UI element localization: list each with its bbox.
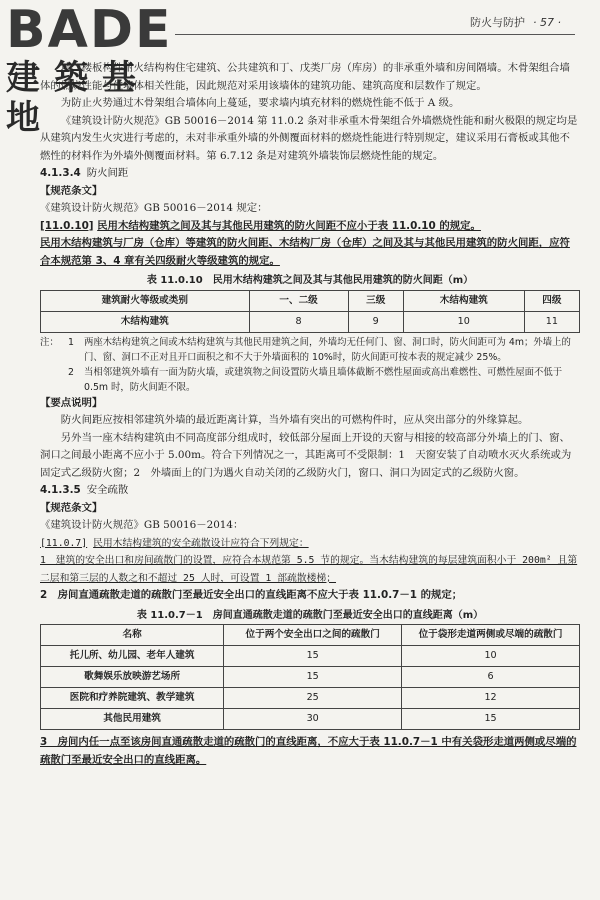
table-cell: 歌舞娱乐放映游艺场所	[41, 667, 224, 688]
table-cell: 医院和疗养院建筑、教学建筑	[41, 688, 224, 709]
code-source: 《建筑设计防火规范》GB 50016－2014 规定：	[40, 202, 268, 214]
table-row	[41, 688, 580, 709]
section-heading	[40, 482, 580, 500]
code-clause-label: 【规范条文】	[40, 501, 103, 514]
table-cell: 15	[224, 646, 402, 667]
table-caption: 表 11.0.7－1 房间直通疏散走道的疏散门至最近安全出口的直线距离（m）	[136, 609, 484, 621]
table-cell: 11	[524, 311, 579, 332]
table-note: 注： 1 两座木结构建筑之间或木结构建筑与其他民用建筑之间，外墙均无任何门、窗、洞口时，防火间距可为 4m；外墙上的门、窗、洞口不正对且开口面积之和不大于外墙面积的 10%时，防火间距可按本表的规定减少 25%。	[40, 335, 580, 365]
table-cell: 15	[224, 667, 402, 688]
table-caption: 表 11.0.10 民用木结构建筑之间及其与其他民用建筑的防火间距（m）	[146, 275, 474, 286]
clause-item: 1 建筑的安全出口和房间疏散门的设置，应符合本规范第 5.5 节的规定。当木结构建筑的每层建筑面积小于 200m² 且第二层和第三层的人数之和不超过 25 人时，可设置 1 部疏散楼梯；	[40, 555, 578, 584]
table-cell: 6	[402, 667, 580, 688]
table-cell: 木结构建筑	[41, 311, 250, 332]
table-cell: 10	[402, 646, 580, 667]
table-cell: 8	[249, 311, 348, 332]
clause-number: [11.0.7]	[40, 537, 88, 549]
evacuation-distance-table	[40, 624, 580, 730]
chapter-title: 防火与防护	[470, 16, 525, 29]
note-label: 注：	[40, 336, 59, 348]
running-header	[470, 14, 561, 30]
table-header-cell: 名称	[41, 625, 224, 646]
section-number: 4.1.3.5	[40, 484, 81, 496]
clause-item: 3 房间内任一点至该房间直通疏散走道的疏散门的直线距离，不应大于表 11.0.7－1 中有关袋形走道两侧或尽端的疏散门至最近安全出口的直线距离。	[40, 736, 577, 766]
clause-number: [11.0.10]	[40, 219, 94, 232]
table-cell: 15	[402, 709, 580, 730]
table-cell: 30	[224, 709, 402, 730]
note-text: 两座木结构建筑之间或木结构建筑与其他民用建筑之间，外墙均无任何门、窗、洞口时，防火间距可为 4m；外墙上的门、窗、洞口不正对且开口面积之和不大于外墙面积的 10%时，防火间距可按本表的规定减少 25%。	[84, 336, 571, 363]
clause-item: 2 房间直通疏散走道的疏散门至最近安全出口的直线距离不应大于表 11.0.7－1 的规定；	[40, 589, 463, 601]
table-row	[41, 709, 580, 730]
paragraph: 为防止火势通过木骨架组合墙体向上蔓延，要求墙内填充材料的燃烧性能不低于 A 级。	[60, 97, 460, 109]
paragraph: 墙、楼板构件耐火结构构住宅建筑、公共建筑和丁、戊类厂房（库房）的非承重外墙和房间隔墙。木骨架组合墙体的燃烧性能与住墙体相关性能，因此规范对采用该墙体的建筑功能、建筑高度和层数作了规定。	[40, 62, 570, 92]
section-heading	[40, 165, 580, 183]
table-notes	[40, 335, 580, 395]
paragraph: 另外当一座木结构建筑由不同高度部分组成时，较低部分屋面上开设的天窗与相接的较高部分外墙上的门、窗、洞口之间最小距离不应小于 5.00m。符合下列情况之一，其距离可不受限制：1 天窗安装了自动喷水灭火系统或为固定式乙级防火窗；2 外墙面上的门为遇火自动关闭的乙级防火门，窗口、洞口为固定式的乙级防火窗。	[40, 431, 572, 479]
table-row	[41, 667, 580, 688]
table-header-cell: 位于袋形走道两侧或尽端的疏散门	[402, 625, 580, 646]
table-cell: 10	[403, 311, 524, 332]
header-rule	[175, 34, 575, 35]
code-clause-label: 【规范条文】	[40, 184, 103, 197]
fire-spacing-table	[40, 290, 580, 333]
table-cell: 12	[402, 688, 580, 709]
paragraph: 防火间距应按相邻建筑外墙的最近距离计算，当外墙有突出的可燃构件时，应从突出部分的外缘算起。	[60, 414, 529, 426]
clause-sentence: 民用木结构建筑的安全疏散设计应符合下列规定：	[93, 537, 309, 549]
clause-sentence: 民用木结构建筑之间及其与其他民用建筑的防火间距不应小于表 11.0.10 的规定。	[97, 219, 481, 232]
table-cell: 托儿所、幼儿园、老年人建筑	[41, 646, 224, 667]
clause-text	[40, 535, 580, 553]
code-source: 《建筑设计防火规范》GB 50016－2014：	[40, 519, 244, 531]
table-header-cell: 位于两个安全出口之间的疏散门	[224, 625, 402, 646]
table-cell: 25	[224, 688, 402, 709]
explanation-label: 【要点说明】	[40, 396, 103, 409]
table-row	[41, 311, 580, 332]
table-header-row	[41, 290, 580, 311]
page-body	[40, 60, 580, 769]
clause-text: 民用木结构建筑与厂房（仓库）等建筑的防火间距、木结构厂房（仓库）之间及其与其他民用建筑的防火间距，应符合本规范第 3、4 章有关四级耐火等级建筑的规定。	[40, 237, 570, 267]
table-header-cell: 建筑耐火等级或类别	[41, 290, 250, 311]
table-cell: 其他民用建筑	[41, 709, 224, 730]
table-cell: 9	[348, 311, 403, 332]
section-number: 4.1.3.4	[40, 167, 81, 179]
page-number: · 57 ·	[533, 16, 561, 29]
table-header-cell: 木结构建筑	[403, 290, 524, 311]
table-header-row	[41, 625, 580, 646]
logo-subtitle: 建築基地	[6, 58, 150, 138]
table-note: 2 当相邻建筑外墙有一面为防火墙，或建筑物之间设置防火墙且墙体截断不燃性屋面或高出难燃性、可燃性屋面不低于 0.5m 时，防火间距不限。	[40, 365, 580, 395]
table-header-cell: 四级	[524, 290, 579, 311]
paragraph: 《建筑设计防火规范》GB 50016－2014 第 11.0.2 条对非承重木骨架组合外墙燃烧性能和耐火极限的规定均是从建筑内发生火灾进行考虑的，未对非承重外墙的外侧覆面材料的燃烧性能进行特别规定，建议采用石膏板或其他不燃性的材料作为外墙外侧覆面材料。第 6.7.12 条是对建筑外墙装饰层燃烧性能的规定。	[40, 114, 578, 162]
note-text: 当相邻建筑外墙有一面为防火墙，或建筑物之间设置防火墙且墙体截断不燃性屋面或高出难燃性、可燃性屋面不低于 0.5m 时，防火间距不限。	[84, 366, 563, 393]
section-title: 安全疏散	[86, 484, 129, 496]
logo-brand: BADE	[6, 0, 173, 60]
table-header-cell: 一、二级	[249, 290, 348, 311]
table-row	[41, 646, 580, 667]
table-header-cell: 三级	[348, 290, 403, 311]
clause-text	[40, 218, 580, 236]
section-title: 防火间距	[86, 167, 129, 179]
